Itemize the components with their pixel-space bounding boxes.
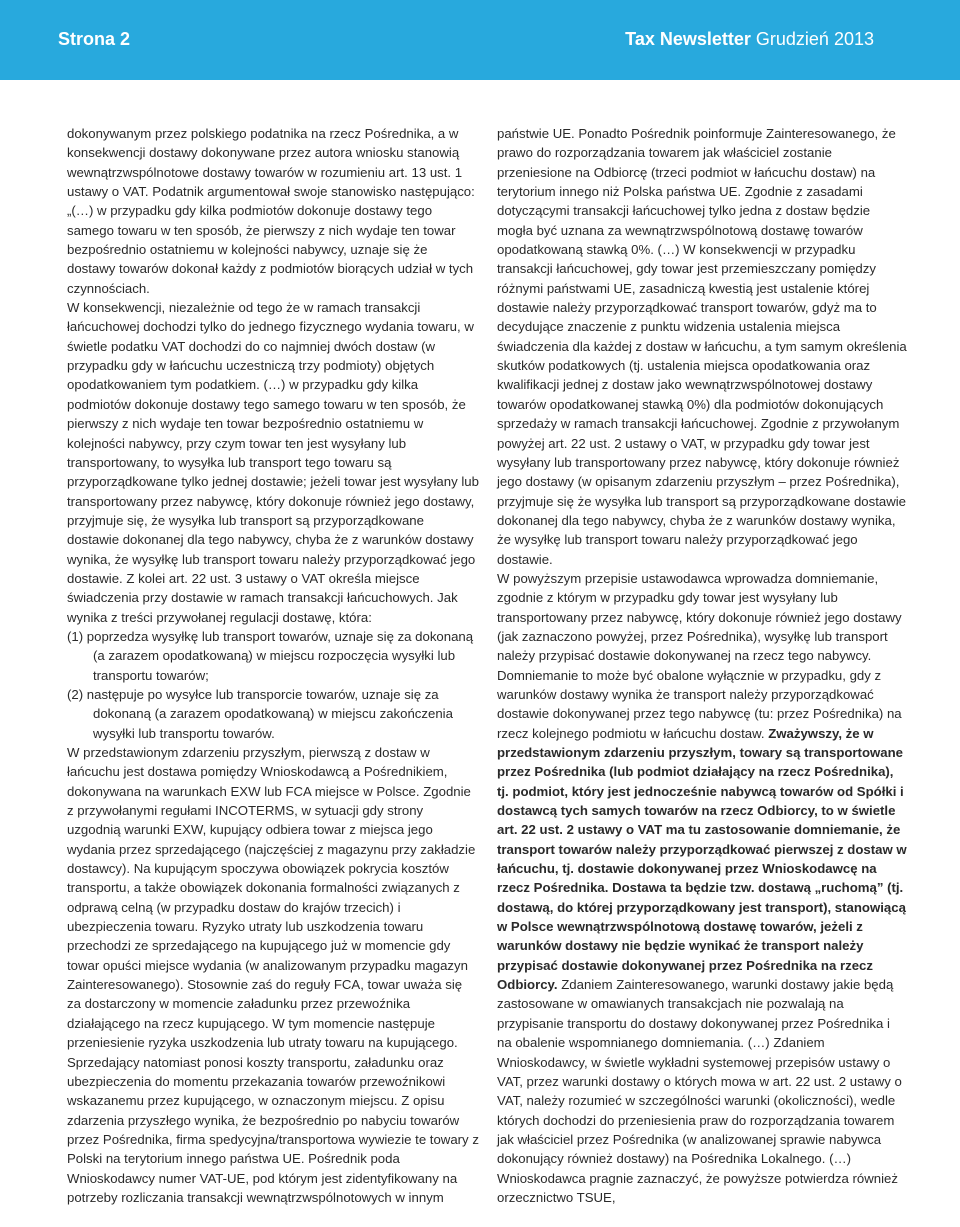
left-column [67, 124, 479, 1207]
page-header [0, 0, 960, 80]
paragraph-text: Zdaniem Zainteresowanego, warunki dostawy jakie będą zastosowane w omawianych transakcjach nie pozwalają na przypisanie transportu do dostawy dokonywanej przez Pośrednika i na obalenie wspomnianego domniemania. (…) Zdaniem Wnioskodawcy, w świetle wykładni systemowej przepisów ustawy o VAT, przez warunki dostawy o których mowa w art. 22 ust. 2 ustawy o VAT, należy rozumieć w szczególności warunki (okoliczności), wedle których dochodzi do przeniesienia praw do rozporządzania towarem jak właściciel przez Pośrednika (w analizowanej sprawie nabywca dokonujący również dostawy) na Pośrednika Lokalnego. (…) Wnioskodawca pragnie zaznaczyć, że powyższe potwierdza również orzecznictwo TSUE, [497, 977, 902, 1205]
paragraph: W konsekwencji, niezależnie od tego że w ramach transakcji łańcuchowej dochodzi tylko do jednego fizycznego wydania towaru, w świetle podatku VAT dochodzi do co najmniej dwóch dostaw (w przypadku gdy w łańcuchu uczestniczą trzy podmioty) objętych opodatkowaniem tym podatkiem. (…) w przypadku gdy kilka podmiotów dokonuje dostawy tego samego towaru w ten sposób, że pierwszy z nich wydaje ten towar bezpośrednio ostatniemu w kolejności nabywcy, przy czym towar ten jest wysyłany lub transportowany, to wysyłka lub transport tego towaru są przyporządkowane tylko jednej dostawie; jeżeli towar jest wysyłany lub transportowany przez nabywcę, który dokonuje również jego dostawy, przyjmuje się, że wysyłka lub transport są przyporządkowane dostawie dokonanej dla tego nabywcy, chyba że z warunków dostawy wynika, że wysyłkę lub transport towaru należy przyporządkować jego dostawie. Z kolei art. 22 ust. 3 ustawy o VAT określa miejsce świadczenia przy dostawie w ramach transakcji łańcuchowych. Jak wynika z treści przywołanej regulacji dostawę, która: [67, 300, 479, 625]
paragraph: dokonywanym przez polskiego podatnika na rzecz Pośrednika, a w konsekwencji dostawy dokonywane przez autora wniosku stanowią wewnątrzwspólnotowe dostawy towarów w rozumieniu art. 13 ust. 1 ustawy o VAT. Podatnik argumentował swoje stanowisko następująco: „(…) w przypadku gdy kilka podmiotów dokonuje dostawy tego samego towaru w ten sposób, że pierwszy z nich wydaje ten towar bezpośrednio ostatniemu w kolejności nabywcy, uznaje się że dostawy towarów dokonał każdy z podmiotów biorących udział w tych czynnościach. [67, 126, 475, 296]
newsletter-name: Tax Newsletter [625, 29, 751, 49]
newsletter-title [625, 29, 874, 50]
right-column [497, 124, 907, 1207]
page-number: Strona 2 [58, 29, 131, 49]
list-item: (1) poprzedza wysyłkę lub transport towarów, uznaje się za dokonaną (a zarazem opodatkowaną) w miejscu rozpoczęcia wysyłki lub transportu towarów; [67, 628, 474, 683]
newsletter-date: Grudzień 2013 [755, 29, 874, 49]
paragraph: państwie UE. Ponadto Pośrednik poinformuje Zainteresowanego, że prawo do rozporządzania towarem jak właściciel zostanie przeniesione na Odbiorcę (trzeci podmiot w łańcuchu dostaw) na terytorium innego niż Polska państwa UE. Zgodnie z zasadami dotyczącymi transakcji łańcuchowej tylko jedna z dostaw będzie mogła być uznana za wewnątrzwspólnotową dostawę towarów opodatkowaną stawką 0%. (…) W konsekwencji w przypadku transakcji łańcuchowej, gdy towar jest przemieszczany pomiędzy różnymi państwami UE, zasadniczą kwestią jest ustalenie której dostawie należy przyporządkować transport towarów, gdyż ma to decydujące znaczenie z punktu widzenia ustalenia miejsca świadczenia dla każdej z dostaw w łańcuchu, a tym samym określenia skutków podatkowych (tj. ustalenia miejsca opodatkowania oraz kwalifikacji jednej z dostaw jako wewnątrzwspólnotowej dostawy towarów opodatkowanej stawką 0%) dla podmiotów dokonujących sprzedaży w ramach transakcji łańcuchowej. Zgodnie z przywołanym powyżej art. 22 ust. 2 ustawy o VAT, w przypadku gdy towar jest wysyłany lub transportowany przez nabywcę, który dokonuje również jego dostawy (w opisanym zdarzeniu przyszłym – przez Pośrednika), przyjmuje się że wysyłka lub transport są przyporządkowane dostawie dokonanej dla tego nabywcy, chyba że z warunków dostawy wynika, że wysyłkę lub transport towaru należy przyporządkować jego dostawie. [497, 126, 907, 567]
emphasized-text: Zważywszy, że w przedstawionym zdarzeniu przyszłym, towary są transportowane przez Pośrednika (lub podmiot działający na rzecz Pośrednika), tj. podmiot, który jest jednocześnie nabywcą towarów od Spółki i dostawcą tych samych towarów na rzecz Odbiorcy, to w świetle art. 22 ust. 2 ustawy o VAT ma tu zastosowanie domniemanie, że transport towarów należy przyporządkować pierwszej z dostaw w łańcuchu, tj. dostawie dokonywanej przez Wnioskodawcę na rzecz Pośrednika. Dostawa ta będzie tzw. dostawą „ruchomą” (tj. dostawą, do której przyporządkowany jest transport), stanowiącą w Polsce wewnątrzwspólnotową dostawę towarów, jeżeli z warunków dostawy nie będzie wynikać że transport należy przypisać dostawie dokonywanej przez Pośrednika na rzecz Odbiorcy. [497, 725, 907, 993]
paragraph: W przedstawionym zdarzeniu przyszłym, pierwszą z dostaw w łańcuchu jest dostawa pomiędzy Wnioskodawcą a Pośrednikiem, dokonywana na warunkach EXW lub FCA miejsce w Polsce. Zgodnie z przywołanymi regułami INCOTERMS, w sytuacji gdy strony uzgodnią warunki EXW, kupujący odbiera towar z miejsca jego wydania przez sprzedającego (najczęściej z magazynu przy zakładzie dostawcy). Na kupującym spoczywa obowiązek pokrycia kosztów transportu, a także obowiązek dokonania formalności związanych z odprawą celną (w przypadku dostaw do krajów trzecich) i ubezpieczenia towaru. Ryzyko utraty lub uszkodzenia towaru przechodzi ze sprzedającego na kupującego już w momencie gdy towar opuści miejsce wydania (w analizowanym przypadku magazyn Zainteresowanego). Stosownie zaś do reguły FCA, towar uważa się za dostarczony w momencie załadunku przez przewoźnika działającego na rzecz kupującego. W tym momencie następuje przeniesienie ryzyka uszkodzenia lub utraty towaru na kupującego. Sprzedający natomiast ponosi koszty transportu, załadunku oraz ubezpieczenia do momentu przekazania towarów przewoźnikowi wskazanemu przez kupującego, w oznaczonym miejscu. Z opisu zdarzenia przyszłego wynika, że bezpośrednio po nabyciu towarów przez Pośrednika, firma spedycyjna/transportowa wywiezie te towary z Polski na terytorium innego państwa UE. Pośrednik poda Wnioskodawcy numer VAT-UE, pod którym jest zidentyfikowany na potrzeby rozliczania transakcji wewnątrzwspólnotowych w innym [67, 745, 479, 1205]
list-item: (2) następuje po wysyłce lub transporcie towarów, uznaje się za dokonaną (a zarazem opodatkowaną) w miejscu zakończenia wysyłki lub transportu towarów. [67, 686, 453, 741]
paragraph-text: W powyższym przepisie ustawodawca wprowadza domniemanie, zgodnie z którym w przypadku gdy towar jest wysyłany lub transportowany przez nabywcę, który dokonuje również jego dostawy (jak zaznaczono powyżej, przez Pośrednika), wysyłkę lub transport należy przypisać dostawie dokonywanej na rzecz tego nabywcy. Domniemanie to może być obalone wyłącznie w przypadku, gdy z warunków dostawy wynika że transport należy przyporządkować dostawie dokonywanej przez tego nabywcę (tu: przez Pośrednika) na rzecz kolejnego podmiotu w łańcuchu dostaw. [497, 570, 902, 741]
paragraph [497, 569, 907, 1207]
